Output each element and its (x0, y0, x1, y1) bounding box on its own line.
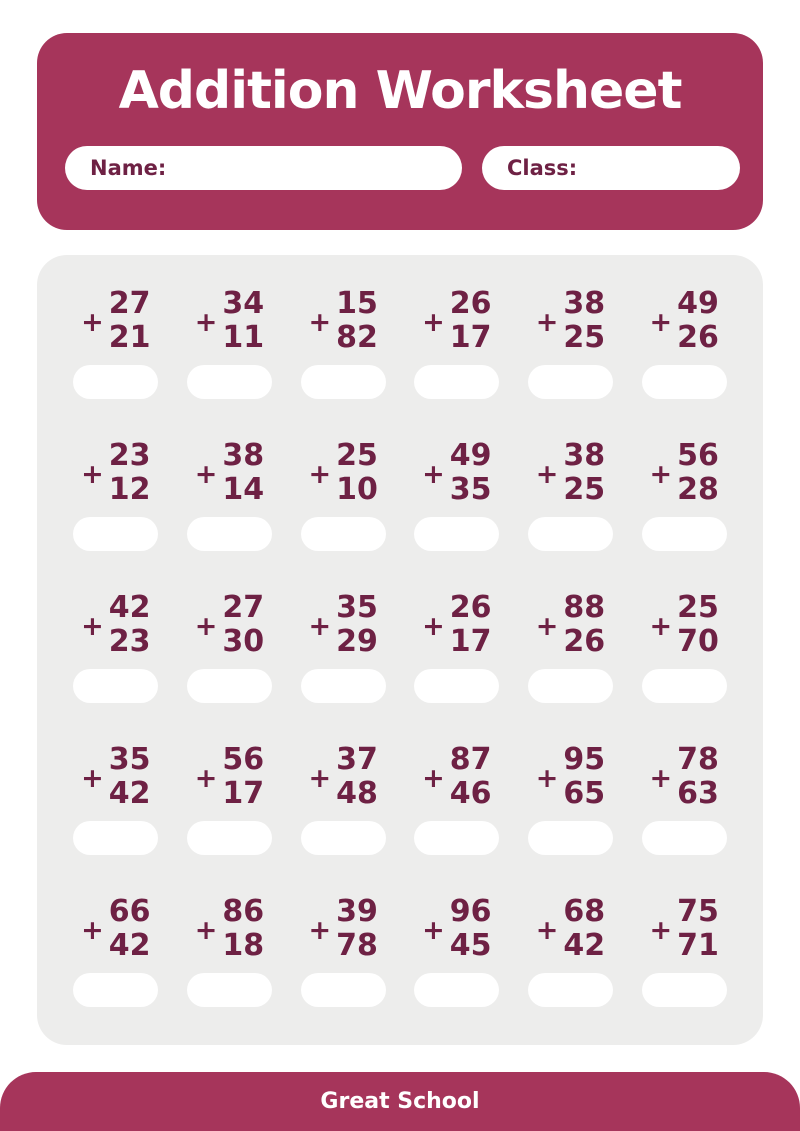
addend-top: 35 (336, 590, 378, 625)
name-field[interactable] (65, 146, 462, 190)
answer-box[interactable] (187, 365, 272, 399)
problem-expression (649, 287, 718, 355)
addends (450, 591, 492, 659)
addition-problem (627, 743, 741, 855)
addends (222, 439, 264, 507)
problem-expression (422, 439, 491, 507)
problem-expression (308, 287, 377, 355)
addends (563, 743, 605, 811)
addend-top: 88 (563, 590, 606, 625)
plus-icon: + (422, 762, 445, 794)
problem-expression (81, 591, 150, 659)
addition-problem (514, 895, 628, 1007)
answer-box[interactable] (187, 821, 272, 855)
addends (563, 287, 605, 355)
problem-expression (536, 895, 605, 963)
addend-top: 38 (222, 438, 265, 473)
addend-bottom: 42 (563, 928, 606, 963)
addend-bottom: 48 (336, 776, 378, 811)
answer-box[interactable] (414, 669, 499, 703)
problems-grid (59, 287, 741, 1007)
answer-box[interactable] (73, 365, 158, 399)
plus-icon: + (649, 914, 673, 946)
addition-problem (514, 743, 628, 855)
addends (450, 895, 492, 963)
addend-bottom: 17 (449, 320, 492, 355)
addend-bottom: 26 (677, 320, 719, 355)
addends (563, 895, 605, 963)
addend-bottom: 29 (336, 624, 378, 659)
problem-expression (308, 439, 377, 507)
addition-problem (286, 287, 400, 399)
problems-sheet (37, 255, 763, 1045)
addends (109, 591, 151, 659)
answer-box[interactable] (414, 517, 499, 551)
answer-box[interactable] (301, 973, 386, 1007)
plus-icon: + (81, 458, 104, 490)
addend-bottom: 12 (108, 472, 151, 507)
addend-top: 96 (449, 894, 492, 929)
addend-bottom: 18 (222, 928, 265, 963)
addends (450, 287, 492, 355)
plus-icon: + (535, 610, 559, 642)
addition-problem (173, 895, 287, 1007)
answer-box[interactable] (187, 669, 272, 703)
addend-top: 49 (449, 438, 492, 473)
addend-top: 78 (677, 742, 719, 777)
addends (677, 743, 719, 811)
addend-top: 34 (222, 286, 265, 321)
addends (336, 895, 378, 963)
addend-bottom: 21 (108, 320, 151, 355)
addends (109, 287, 151, 355)
addition-problem (286, 895, 400, 1007)
name-input[interactable] (166, 146, 462, 190)
addition-problem (514, 591, 628, 703)
answer-box[interactable] (73, 821, 158, 855)
addition-problem (400, 591, 514, 703)
problem-expression (536, 743, 605, 811)
problem-expression (195, 895, 264, 963)
problem-expression (308, 743, 377, 811)
plus-icon: + (535, 306, 559, 338)
addend-bottom: 17 (222, 776, 265, 811)
problem-expression (649, 895, 718, 963)
addition-problem (286, 439, 400, 551)
addition-problem (173, 287, 287, 399)
addend-top: 42 (108, 590, 151, 625)
problem-expression (195, 591, 264, 659)
addend-bottom: 10 (336, 472, 378, 507)
addends (222, 287, 264, 355)
problem-expression (649, 591, 718, 659)
problem-expression (81, 287, 150, 355)
answer-box[interactable] (301, 365, 386, 399)
plus-icon: + (308, 914, 332, 946)
plus-icon: + (194, 306, 218, 338)
plus-icon: + (535, 914, 559, 946)
answer-box[interactable] (642, 821, 727, 855)
addend-top: 68 (563, 894, 606, 929)
plus-icon: + (422, 306, 445, 338)
addition-problem (627, 439, 741, 551)
addend-bottom: 63 (677, 776, 719, 811)
addition-problem (59, 439, 173, 551)
plus-icon: + (535, 762, 559, 794)
addend-top: 25 (677, 590, 719, 625)
addend-top: 37 (336, 742, 378, 777)
addend-top: 27 (222, 590, 265, 625)
addend-bottom: 25 (563, 472, 606, 507)
addend-top: 38 (563, 438, 606, 473)
addend-bottom: 26 (563, 624, 606, 659)
addends (677, 439, 719, 507)
problem-expression (422, 895, 491, 963)
answer-box[interactable] (301, 669, 386, 703)
addends (222, 743, 264, 811)
addend-bottom: 17 (449, 624, 492, 659)
addend-bottom: 45 (449, 928, 492, 963)
addends (109, 895, 151, 963)
plus-icon: + (81, 306, 104, 338)
answer-box[interactable] (642, 669, 727, 703)
addend-bottom: 71 (677, 928, 719, 963)
answer-box[interactable] (414, 365, 499, 399)
plus-icon: + (194, 762, 218, 794)
school-name: Great School (320, 1089, 480, 1114)
answer-box[interactable] (187, 973, 272, 1007)
addends (336, 287, 378, 355)
addend-bottom: 42 (108, 776, 151, 811)
addition-problem (400, 743, 514, 855)
addends (336, 743, 378, 811)
class-field[interactable] (482, 146, 740, 190)
answer-box[interactable] (528, 821, 613, 855)
plus-icon: + (422, 610, 445, 642)
answer-box[interactable] (642, 517, 727, 551)
plus-icon: + (422, 458, 445, 490)
plus-icon: + (535, 458, 559, 490)
addend-top: 38 (563, 286, 606, 321)
plus-icon: + (649, 762, 673, 794)
addition-problem (286, 743, 400, 855)
addend-bottom: 82 (336, 320, 378, 355)
addend-bottom: 11 (222, 320, 265, 355)
answer-box[interactable] (642, 365, 727, 399)
addition-problem (400, 439, 514, 551)
addition-problem (286, 591, 400, 703)
answer-box[interactable] (642, 973, 727, 1007)
problem-expression (649, 743, 718, 811)
addend-top: 75 (677, 894, 719, 929)
addition-problem (59, 895, 173, 1007)
plus-icon: + (308, 610, 332, 642)
answer-box[interactable] (301, 517, 386, 551)
answer-box[interactable] (73, 517, 158, 551)
answer-box[interactable] (528, 669, 613, 703)
addition-problem (59, 743, 173, 855)
addition-problem (514, 287, 628, 399)
addends (222, 591, 264, 659)
answer-box[interactable] (528, 973, 613, 1007)
addend-top: 35 (108, 742, 151, 777)
addends (677, 591, 719, 659)
problem-expression (81, 895, 150, 963)
plus-icon: + (308, 458, 332, 490)
addition-problem (400, 895, 514, 1007)
addend-top: 95 (563, 742, 606, 777)
addends (677, 895, 719, 963)
answer-box[interactable] (528, 365, 613, 399)
answer-box[interactable] (301, 821, 386, 855)
problem-expression (195, 287, 264, 355)
plus-icon: + (81, 762, 104, 794)
addition-problem (59, 591, 173, 703)
addends (109, 743, 151, 811)
addends (563, 591, 605, 659)
problem-expression (422, 591, 491, 659)
addend-bottom: 35 (449, 472, 492, 507)
addends (109, 439, 151, 507)
addends (450, 439, 492, 507)
addend-bottom: 23 (108, 624, 151, 659)
addend-top: 56 (222, 742, 265, 777)
answer-box[interactable] (187, 517, 272, 551)
addition-problem (627, 591, 741, 703)
addends (336, 591, 378, 659)
name-label: Name: (90, 156, 167, 180)
addends (677, 287, 719, 355)
plus-icon: + (194, 914, 218, 946)
page-title: Addition Worksheet (118, 61, 682, 121)
addition-problem (59, 287, 173, 399)
problem-expression (81, 743, 150, 811)
addend-top: 66 (108, 894, 151, 929)
addend-bottom: 46 (449, 776, 492, 811)
problem-expression (195, 439, 264, 507)
problem-expression (308, 591, 377, 659)
answer-box[interactable] (73, 669, 158, 703)
plus-icon: + (308, 306, 332, 338)
addend-top: 23 (108, 438, 151, 473)
plus-icon: + (649, 610, 673, 642)
addend-top: 56 (677, 438, 719, 473)
addend-top: 49 (677, 286, 719, 321)
addend-bottom: 28 (677, 472, 719, 507)
addend-top: 15 (336, 286, 378, 321)
plus-icon: + (649, 306, 673, 338)
addends (450, 743, 492, 811)
plus-icon: + (194, 610, 218, 642)
addend-bottom: 30 (222, 624, 265, 659)
addend-bottom: 78 (336, 928, 378, 963)
addend-bottom: 65 (563, 776, 606, 811)
problem-expression (81, 439, 150, 507)
addition-problem (173, 439, 287, 551)
class-label: Class: (507, 156, 578, 180)
addition-problem (514, 439, 628, 551)
problem-expression (422, 287, 491, 355)
addend-top: 26 (449, 590, 492, 625)
plus-icon: + (194, 458, 218, 490)
addend-bottom: 14 (222, 472, 265, 507)
addition-problem (173, 591, 287, 703)
problem-expression (536, 439, 605, 507)
answer-box[interactable] (73, 973, 158, 1007)
addend-top: 39 (336, 894, 378, 929)
problem-expression (536, 591, 605, 659)
addend-bottom: 42 (108, 928, 151, 963)
problem-expression (195, 743, 264, 811)
plus-icon: + (422, 914, 445, 946)
plus-icon: + (81, 610, 104, 642)
addend-top: 86 (222, 894, 265, 929)
class-input[interactable] (577, 146, 740, 190)
addends (336, 439, 378, 507)
addends (222, 895, 264, 963)
addends (563, 439, 605, 507)
problem-expression (308, 895, 377, 963)
addend-top: 25 (336, 438, 378, 473)
plus-icon: + (308, 762, 332, 794)
plus-icon: + (81, 914, 104, 946)
answer-box[interactable] (414, 821, 499, 855)
problem-expression (536, 287, 605, 355)
plus-icon: + (649, 458, 673, 490)
addend-top: 87 (449, 742, 492, 777)
addition-problem (627, 287, 741, 399)
worksheet-header (37, 33, 763, 230)
answer-box[interactable] (528, 517, 613, 551)
addend-bottom: 25 (563, 320, 606, 355)
addition-problem (400, 287, 514, 399)
problem-expression (422, 743, 491, 811)
addition-problem (627, 895, 741, 1007)
student-info-fields (65, 146, 740, 190)
answer-box[interactable] (414, 973, 499, 1007)
addend-bottom: 70 (677, 624, 719, 659)
addition-problem (173, 743, 287, 855)
addend-top: 27 (108, 286, 151, 321)
problem-expression (649, 439, 718, 507)
footer-bar (0, 1072, 800, 1131)
addend-top: 26 (449, 286, 492, 321)
